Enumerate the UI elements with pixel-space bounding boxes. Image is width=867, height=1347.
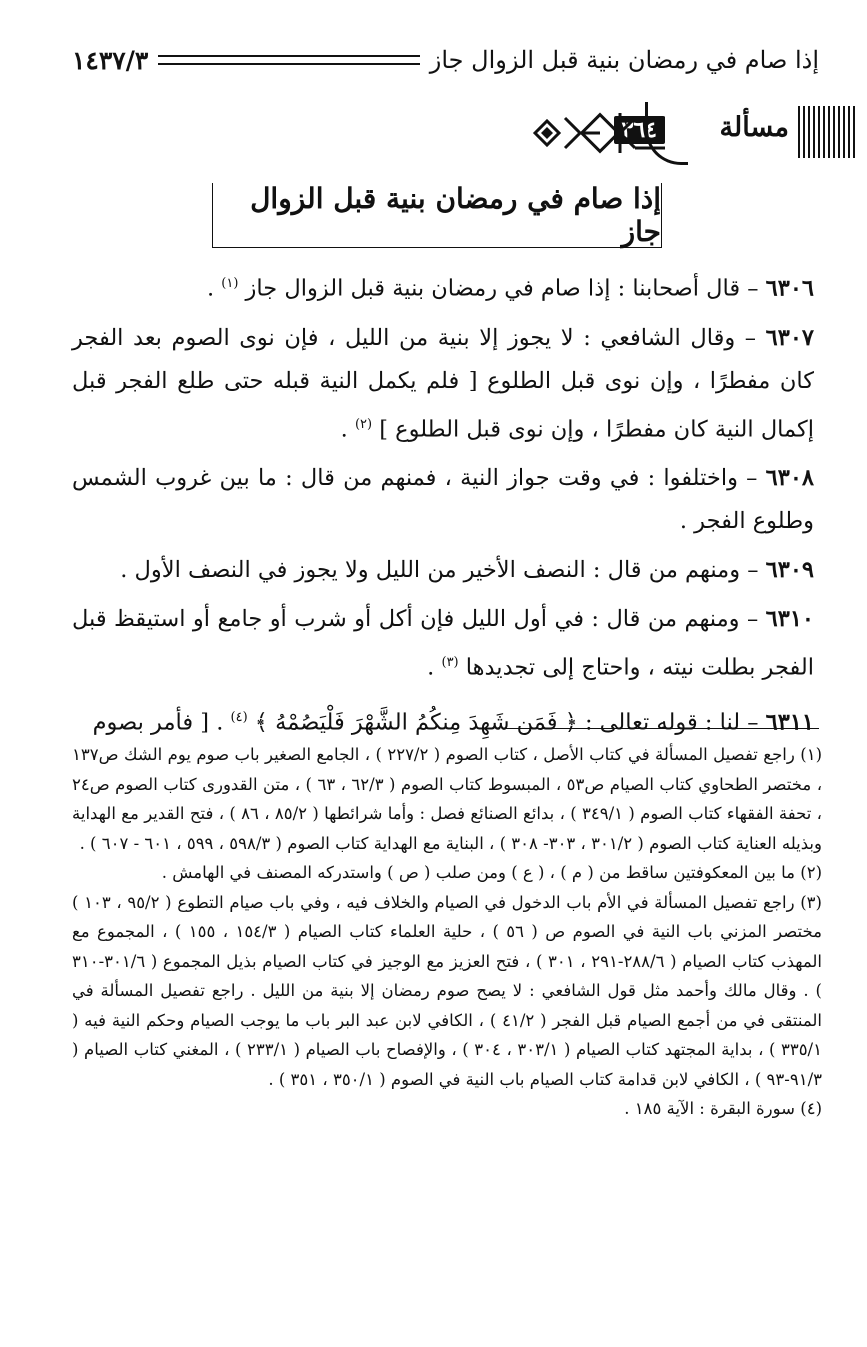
- paragraph-text: – وقال الشافعي : لا يجوز إلا بنية من الليل ، فإن نوى الصوم بعد الفجر كان مفطرًا ، وإن نوى قبل الطلوع [ فلم يكمل النية قبله حتى طلع الفجر قبل إكمال النية كان مفطرًا ، وإن نوى قبل الطلوع ]: [72, 324, 814, 442]
- paragraph: [72, 696, 814, 745]
- footnote-ref: (٤): [230, 709, 248, 725]
- footnote: (٢) ما بين المعكوفتين ساقط من ( م ) ، ( ع ) ومن صلب ( ص ) واستدركه المصنف في الهامش .: [161, 863, 822, 882]
- masala-number: ٣٦٤: [614, 116, 665, 144]
- paragraph-text: – ومنهم من قال : النصف الأخير من الليل ولا يجوز في النصف الأول .: [120, 557, 766, 583]
- footnote: (٣) راجع تفصيل المسألة في الأم باب الدخول في الصيام والخلاف فيه ، وفي باب صيام التطوع ( ٩٥/٢ ، ١٠٣ ) مختصر المزني باب النية في الصوم ص ( ٥٦ ) ، حلية العلماء كتاب الصيام ( ١٥٤/٣ ، ١٥٥ ) ، المجموع مع المهذب كتاب الصيام ( ٢٨٨/٦-٢٩١ ، ٣٠١ ) ، فتح العزيز مع الوجيز في كتاب الصيام بذيل المجموع ( ٣٠١/٦-٣١٠ ) . وقال مالك وأحمد مثل قول الشافعي : لا يصح صوم رمضان إلا بنية من الليل . راجع تفصيل المسألة في المنتقى في من أجمع الصيام قبل الفجر ( ٤١/٢ ) ، الكافي لابن عبد البر باب ما يوجب الصيام وحكم النية فيه ( ٣٣٥/١ ) ، بداية المجتهد كتاب الصيام ( ٣٠٣/١ ، ٣٠٤ ) ، والإفصاح باب الصيام ( ٢٣٣/١ ) ، المغني كتاب الصيام ( ٩١/٣-٩٣ ) ، الكافي لابن قدامة كتاب الصيام باب النية في الصوم ( ٣٥٠/١ ، ٣٥١ ) .: [72, 892, 822, 1089]
- paragraph-tail: . [ فأمر بصوم: [92, 709, 231, 735]
- paragraph-text: – قال أصحابنا : إذا صام في رمضان بنية قبل الزوال جاز: [238, 275, 766, 302]
- paragraph-tail: .: [206, 275, 222, 302]
- paragraph-number: ٦٣١١: [765, 709, 814, 735]
- running-header: [72, 40, 819, 80]
- paragraph: [72, 457, 814, 543]
- paragraph-number: ٦٣٠٨: [765, 465, 814, 491]
- main-text: [72, 262, 814, 750]
- vertical-bars-ornament: [797, 106, 855, 158]
- paragraph: [72, 598, 814, 690]
- geometric-ornament-icon: [525, 108, 675, 158]
- running-title: إذا صام في رمضان بنية قبل الزوال جاز: [429, 46, 819, 74]
- section-title-box: [212, 183, 662, 248]
- paragraph-text: – واختلفوا : في وقت جواز النية ، فمنهم من قال : ما بين غروب الشمس وطلوع الفجر .: [72, 465, 814, 534]
- paragraph-text: – ومنهم من قال : في أول الليل فإن أكل أو شرب أو جامع أو استيقظ قبل الفجر بطلت نيته ، واحتاج إلى تجديدها: [72, 606, 814, 681]
- paragraph-number: ٦٣٠٦: [765, 275, 814, 302]
- footnote-ref: (٢): [354, 416, 373, 432]
- footnote-ref: (٣): [441, 655, 459, 670]
- paragraph-text: – لنا : قوله تعالى : ﴿ فَمَن شَهِدَ مِنكُمُ الشَّهْرَ فَلْيَصُمْهُ ﴾: [247, 709, 766, 735]
- page-number: ١٤٣٧/٣: [72, 45, 149, 75]
- paragraph-number: ٦٣٠٧: [765, 324, 814, 351]
- footnote-ref: (١): [221, 276, 239, 291]
- footnote: (١) راجع تفصيل المسألة في كتاب الأصل ، كتاب الصوم ( ٢٢٧/٢ ) ، الجامع الصغير باب صوم يوم الشك ص١٣٧ ، مختصر الطحاوي كتاب الصيام ص٥٣ ، المبسوط كتاب الصوم ( ٦٢/٣ ، ٦٣ ) ، متن القدورى كتاب الصوم ص٢٤ ، تحفة الفقهاء كتاب الصوم ( ٣٤٩/١ ) ، بدائع الصنائع فصل : وأما شرائطها ( ٨٥/٢ ، ٨٦ ) ، فتح القدير مع الهداية وبذيله العناية كتاب الصوم ( ٣٠١/٢ ، ٣٠٣- ٣٠٨ ) ، البناية مع الهداية كتاب الصوم ( ٥٩٨/٣ ، ٥٩٩ ، ٦٠١ - ٦٠٧ ) .: [72, 745, 823, 853]
- paragraph-tail: .: [340, 416, 355, 442]
- masala-label: مسألة: [719, 112, 789, 143]
- footnote: (٤) سورة البقرة : الآية ١٨٥ .: [624, 1099, 822, 1118]
- header-double-rule: [158, 55, 419, 65]
- paragraph-tail: .: [427, 654, 442, 681]
- paragraph-number: ٦٣١٠: [765, 606, 814, 632]
- paragraph: [72, 317, 814, 452]
- paragraph: [72, 549, 814, 592]
- paragraph-number: ٦٣٠٩: [765, 557, 814, 583]
- footnotes: [72, 740, 822, 1124]
- paragraph: [72, 262, 814, 311]
- section-title: إذا صام في رمضان بنية قبل الزوال جاز: [250, 182, 661, 248]
- footnote-separator: [503, 728, 819, 729]
